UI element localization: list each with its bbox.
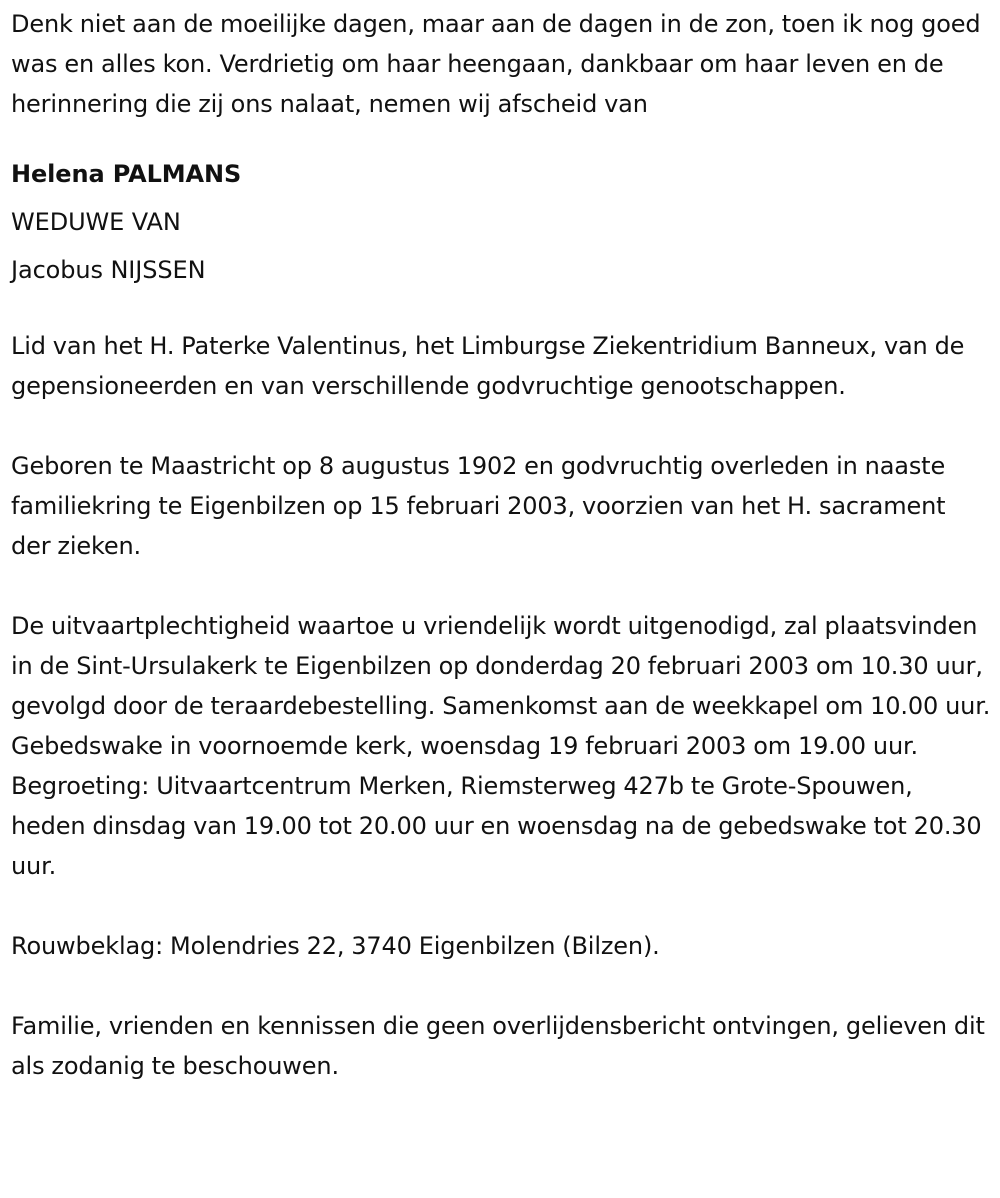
spouse-name: Jacobus NIJSSEN [11,256,206,284]
birth-death-paragraph: Geboren te Maastricht op 8 augustus 1902 en godvruchtig overleden in naaste familiekring te Eigenbilzen op 15 februari 2003, voorzien van het H. sacrament der zieken. [11,452,946,560]
deceased-block [11,150,991,294]
deceased-name: Helena PALMANS [11,160,242,188]
intro-paragraph: Denk niet aan de moeilijke dagen, maar aan de dagen in de zon, toen ik nog goed was en alles kon. Verdrietig om haar heengaan, dankbaar om haar leven en de herinnering die zij ons nalaat, nemen wij afscheid van [11,10,981,118]
obituary-notice [11,4,991,1086]
relation-label: WEDUWE VAN [11,208,181,236]
ceremony-paragraph: De uitvaartplechtigheid waartoe u vriendelijk wordt uitgenodigd, zal plaatsvinden in de Sint-Ursulakerk te Eigenbilzen op donderdag 20 februari 2003 om 10.30 uur, gevolgd door de teraardebestelling. Samenkomst aan de weekkapel om 10.00 uur. Gebedswake in voornoemde kerk, woensdag 19 februari 2003 om 19.00 uur. Begroeting: Uitvaartcentrum Merken, Riemsterweg 427b te Grote-Spouwen, heden dinsdag van 19.00 tot 20.00 uur en woensdag na de gebedswake tot 20.30 uur. [11,612,991,880]
condolences-paragraph: Rouwbeklag: Molendries 22, 3740 Eigenbilzen (Bilzen). [11,932,660,960]
spacer [11,406,991,446]
spacer [11,294,991,326]
closing-paragraph: Familie, vrienden en kennissen die geen overlijdensbericht ontvingen, gelieven dit als zodanig te beschouwen. [11,1012,985,1080]
spacer [11,566,991,606]
membership-paragraph: Lid van het H. Paterke Valentinus, het Limburgse Ziekentridium Banneux, van de gepensioneerden en van verschillende godvruchtige genootschappen. [11,332,965,400]
spacer [11,966,991,1006]
spacer [11,886,991,926]
